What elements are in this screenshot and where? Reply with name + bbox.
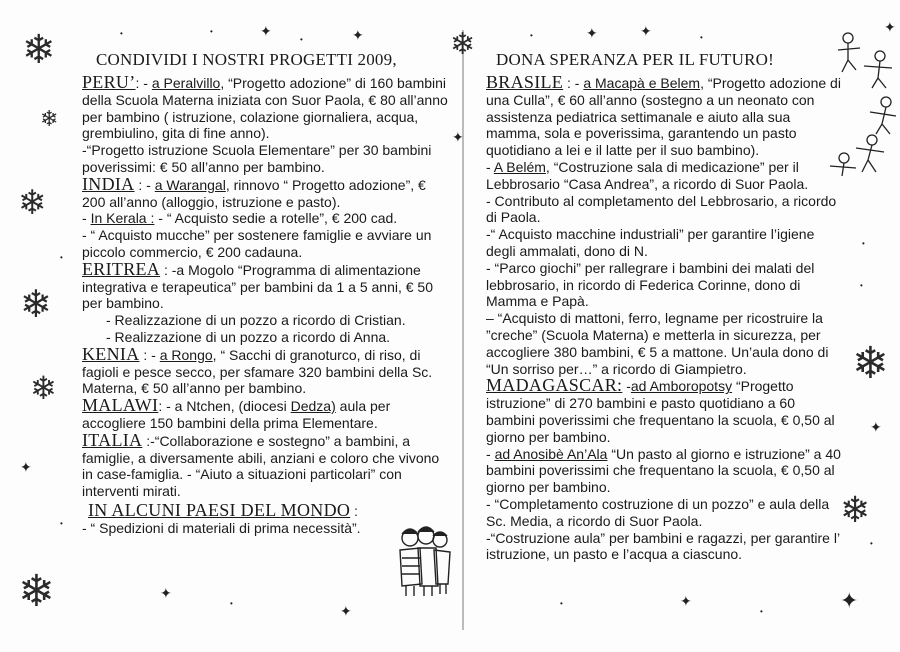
line-prefix: - (82, 210, 91, 227)
star-icon: ✦ (160, 585, 172, 601)
section-eritrea (82, 258, 452, 312)
project-text: - “Completamento costruzione di un pozzo” e aula della Sc. Media, a ricordo di Suor Paola. (486, 495, 830, 529)
country-heading: MALAWI (82, 395, 159, 416)
project-text: -“Progetto istruzione Scuola Elementare” per 30 bambini poverissimi: € 50 all’anno per bambino. (82, 142, 432, 175)
star-icon: ✦ (884, 19, 896, 35)
place-name: ad Amboropotsy (630, 378, 733, 395)
dot-icon: • (560, 599, 563, 608)
country-heading: ERITREA (82, 258, 161, 279)
dot-icon: • (60, 519, 63, 528)
project-line (486, 446, 846, 496)
project-text: “Un pasto al giorno e istruzione” a 40 bambini poverissimi che frequentano la scuola, € 0,50 al giorno per bambino. (486, 445, 841, 496)
section-heading: IN ALCUNI PAESI DEL MONDO (88, 499, 351, 520)
project-line (486, 159, 846, 193)
project-text: - Contributo al completamento del Lebbrosario, a ricordo di Paola. (486, 192, 837, 226)
left-column (82, 74, 452, 537)
section-peru (82, 74, 452, 142)
dot-icon: • (60, 253, 63, 262)
snowflake-icon: ❄ (30, 370, 57, 406)
star-icon: ✦ (586, 25, 598, 41)
left-title: CONDIVIDI I NOSTRI PROGETTI 2009, (96, 50, 397, 69)
dot-icon: • (870, 539, 873, 548)
page-fold (462, 30, 464, 630)
shooting-star-icon: ✦ (840, 588, 859, 613)
star-icon: ✦ (680, 593, 692, 609)
place-name: Dedza) (290, 398, 336, 415)
star-icon: ✦ (870, 419, 882, 435)
star-icon: ✦ (452, 129, 464, 145)
snowflake-icon: ❄ (840, 489, 871, 530)
project-text: : -a Mogolo “Programma di alimentazione integrativa e terapeutica” per bambini da 1 a 5 anni, € 50 per bambino. (82, 261, 434, 312)
snowflake-icon: ❄ (20, 284, 52, 326)
section-mondo (82, 499, 452, 520)
project-text: - “ Acquisto mucche” per sostenere famiglie e avviare un piccolo commercio, € 200 cadauna. (82, 227, 432, 260)
project-text: aula per accogliere 150 bambini della prima Elementare. (82, 398, 391, 431)
country-heading: PERU’ (82, 72, 136, 92)
project-text: -“Costruzione aula” per bambini e ragazzi, per garantire l’ istruzione, un pasto e l’acqua a ciascuno. (486, 529, 840, 563)
country-heading: MADAGASCAR: (486, 375, 623, 396)
snowflake-icon: ❄ (18, 184, 47, 222)
section-madagascar (486, 377, 846, 445)
dot-icon: • (530, 31, 533, 40)
project-text: , “Progetto adozione di una Culla”, € 60 all’anno (sostegno a un neonato con assistenza pediatrica settimanale e aiuto alla sua mamma, sola e poverissima, garantendo un pasto quotidiano a lei e il latte per il suo bambino). (486, 75, 841, 159)
place-name: a Macapà e Belem (583, 75, 701, 91)
children-illustration (396, 524, 454, 600)
star-icon: ✦ (340, 603, 352, 619)
project-text: , “Costruzione sala di medicazione” per il Lebbrosario “Casa Andrea”, a ricordo di Suor Paola. (486, 158, 809, 192)
separator: : - (134, 176, 155, 193)
separator: - (622, 378, 631, 395)
section-india (82, 173, 452, 211)
project-text: - “ Acquisto sedie a rotelle”, € 200 cad. (154, 210, 398, 227)
star-icon: ✦ (352, 27, 364, 43)
section-kenia (82, 343, 452, 397)
dancing-children-illustration (808, 30, 898, 180)
snowflake-icon: ❄ (18, 567, 55, 616)
project-line (82, 210, 452, 227)
project-text: - “Parco giochi” per rallegrare i bambini dei malati del lebbrosario, in ricordo di Federica Corinne, dono di Mamma e Papà. (486, 259, 815, 310)
dot-icon: • (300, 35, 303, 44)
line-prefix: - (486, 158, 494, 175)
dot-icon: • (230, 599, 233, 608)
place-name: A Belém (493, 158, 546, 175)
country-heading: KENIA (82, 343, 140, 364)
star-icon: ✦ (260, 23, 272, 39)
snowflake-icon: ❄ (40, 106, 59, 131)
place-name: a Rongo (159, 346, 213, 363)
line-prefix: - (486, 445, 495, 462)
place-name: a Peralvillo (151, 75, 221, 91)
section-italia (82, 429, 452, 500)
star-icon: ✦ (20, 459, 32, 475)
place-name: ad Anosibè An’Ala (494, 445, 608, 462)
snowflake-icon: ❄ (450, 28, 476, 61)
project-text: - “ Spedizioni di materiali di prima necessità”. (82, 519, 361, 536)
dot-icon: • (120, 29, 123, 38)
section-brasile (486, 74, 846, 159)
snowflake-icon: ❄ (22, 28, 56, 72)
project-text: “Progetto istruzione” di 270 bambini e pasto quotidiano a 60 bambini poverissimi che frequentano la scuola, € 0,50 al giorno per bambino. (486, 378, 835, 445)
separator: : (350, 502, 358, 519)
dot-icon: • (862, 239, 865, 248)
country-heading: INDIA (82, 173, 135, 194)
separator: : - (135, 75, 152, 91)
right-column (486, 74, 846, 563)
dot-icon: • (860, 281, 863, 290)
dot-icon: • (700, 33, 703, 42)
project-text: – “Acquisto di mattoni, ferro, legname per ricostruire la ”creche” (Scuola Materna) e metterla in sicurezza, per accogliere 380 bambini, € 5 a mattone. Un’aula dono di “Un sorriso per…” a ricordo di Giampietro. (486, 310, 829, 377)
project-text: , “Progetto adozione” di 160 bambini della Scuola Materna iniziata con Suor Paola, € 80 all’anno per bambino ( istruzione, colazione giornaliera, acqua, grembiulino, gita di fine anno). (82, 75, 448, 142)
place-name: a Warangal (154, 176, 226, 193)
snowflake-icon: ❄ (852, 339, 889, 388)
place-name: In Kerala : (90, 210, 155, 227)
section-malawi (82, 397, 452, 432)
dot-icon: • (760, 607, 763, 616)
separator: : - (563, 75, 584, 91)
separator: : - (139, 346, 160, 363)
project-item: - Realizzazione di un pozzo a ricordo di Anna. (106, 328, 391, 345)
project-text: -“ Acquisto macchine industriali” per garantire l’igiene degli ammalati, dono di N. (486, 226, 815, 259)
project-text: : - a Ntchen, (diocesi (158, 398, 291, 415)
project-item: - Realizzazione di un pozzo a ricordo di Cristian. (106, 312, 406, 329)
project-text: , rinnovo “ Progetto adozione”, € 200 all’anno (alloggio, istruzione e pasto). (82, 176, 426, 210)
project-text: :-“Collaborazione e sostegno” a bambini, a famiglie, a diversamente abili, anziani e coloro che vivono in case-famiglia. - “Aiuto a situazioni particolari” con interventi mirati. (82, 432, 440, 500)
project-text: , “ Sacchi di granoturco, di riso, di fagioli e pesce secco, per sfamare 320 bambini della Sc. Materna, € 50 all’anno per bambino. (82, 346, 433, 397)
right-title: DONA SPERANZA PER IL FUTURO! (496, 50, 774, 69)
country-heading: ITALIA (82, 429, 143, 450)
country-heading: BRASILE (486, 72, 564, 92)
dot-icon: • (210, 27, 213, 36)
star-icon: ✦ (640, 23, 652, 39)
